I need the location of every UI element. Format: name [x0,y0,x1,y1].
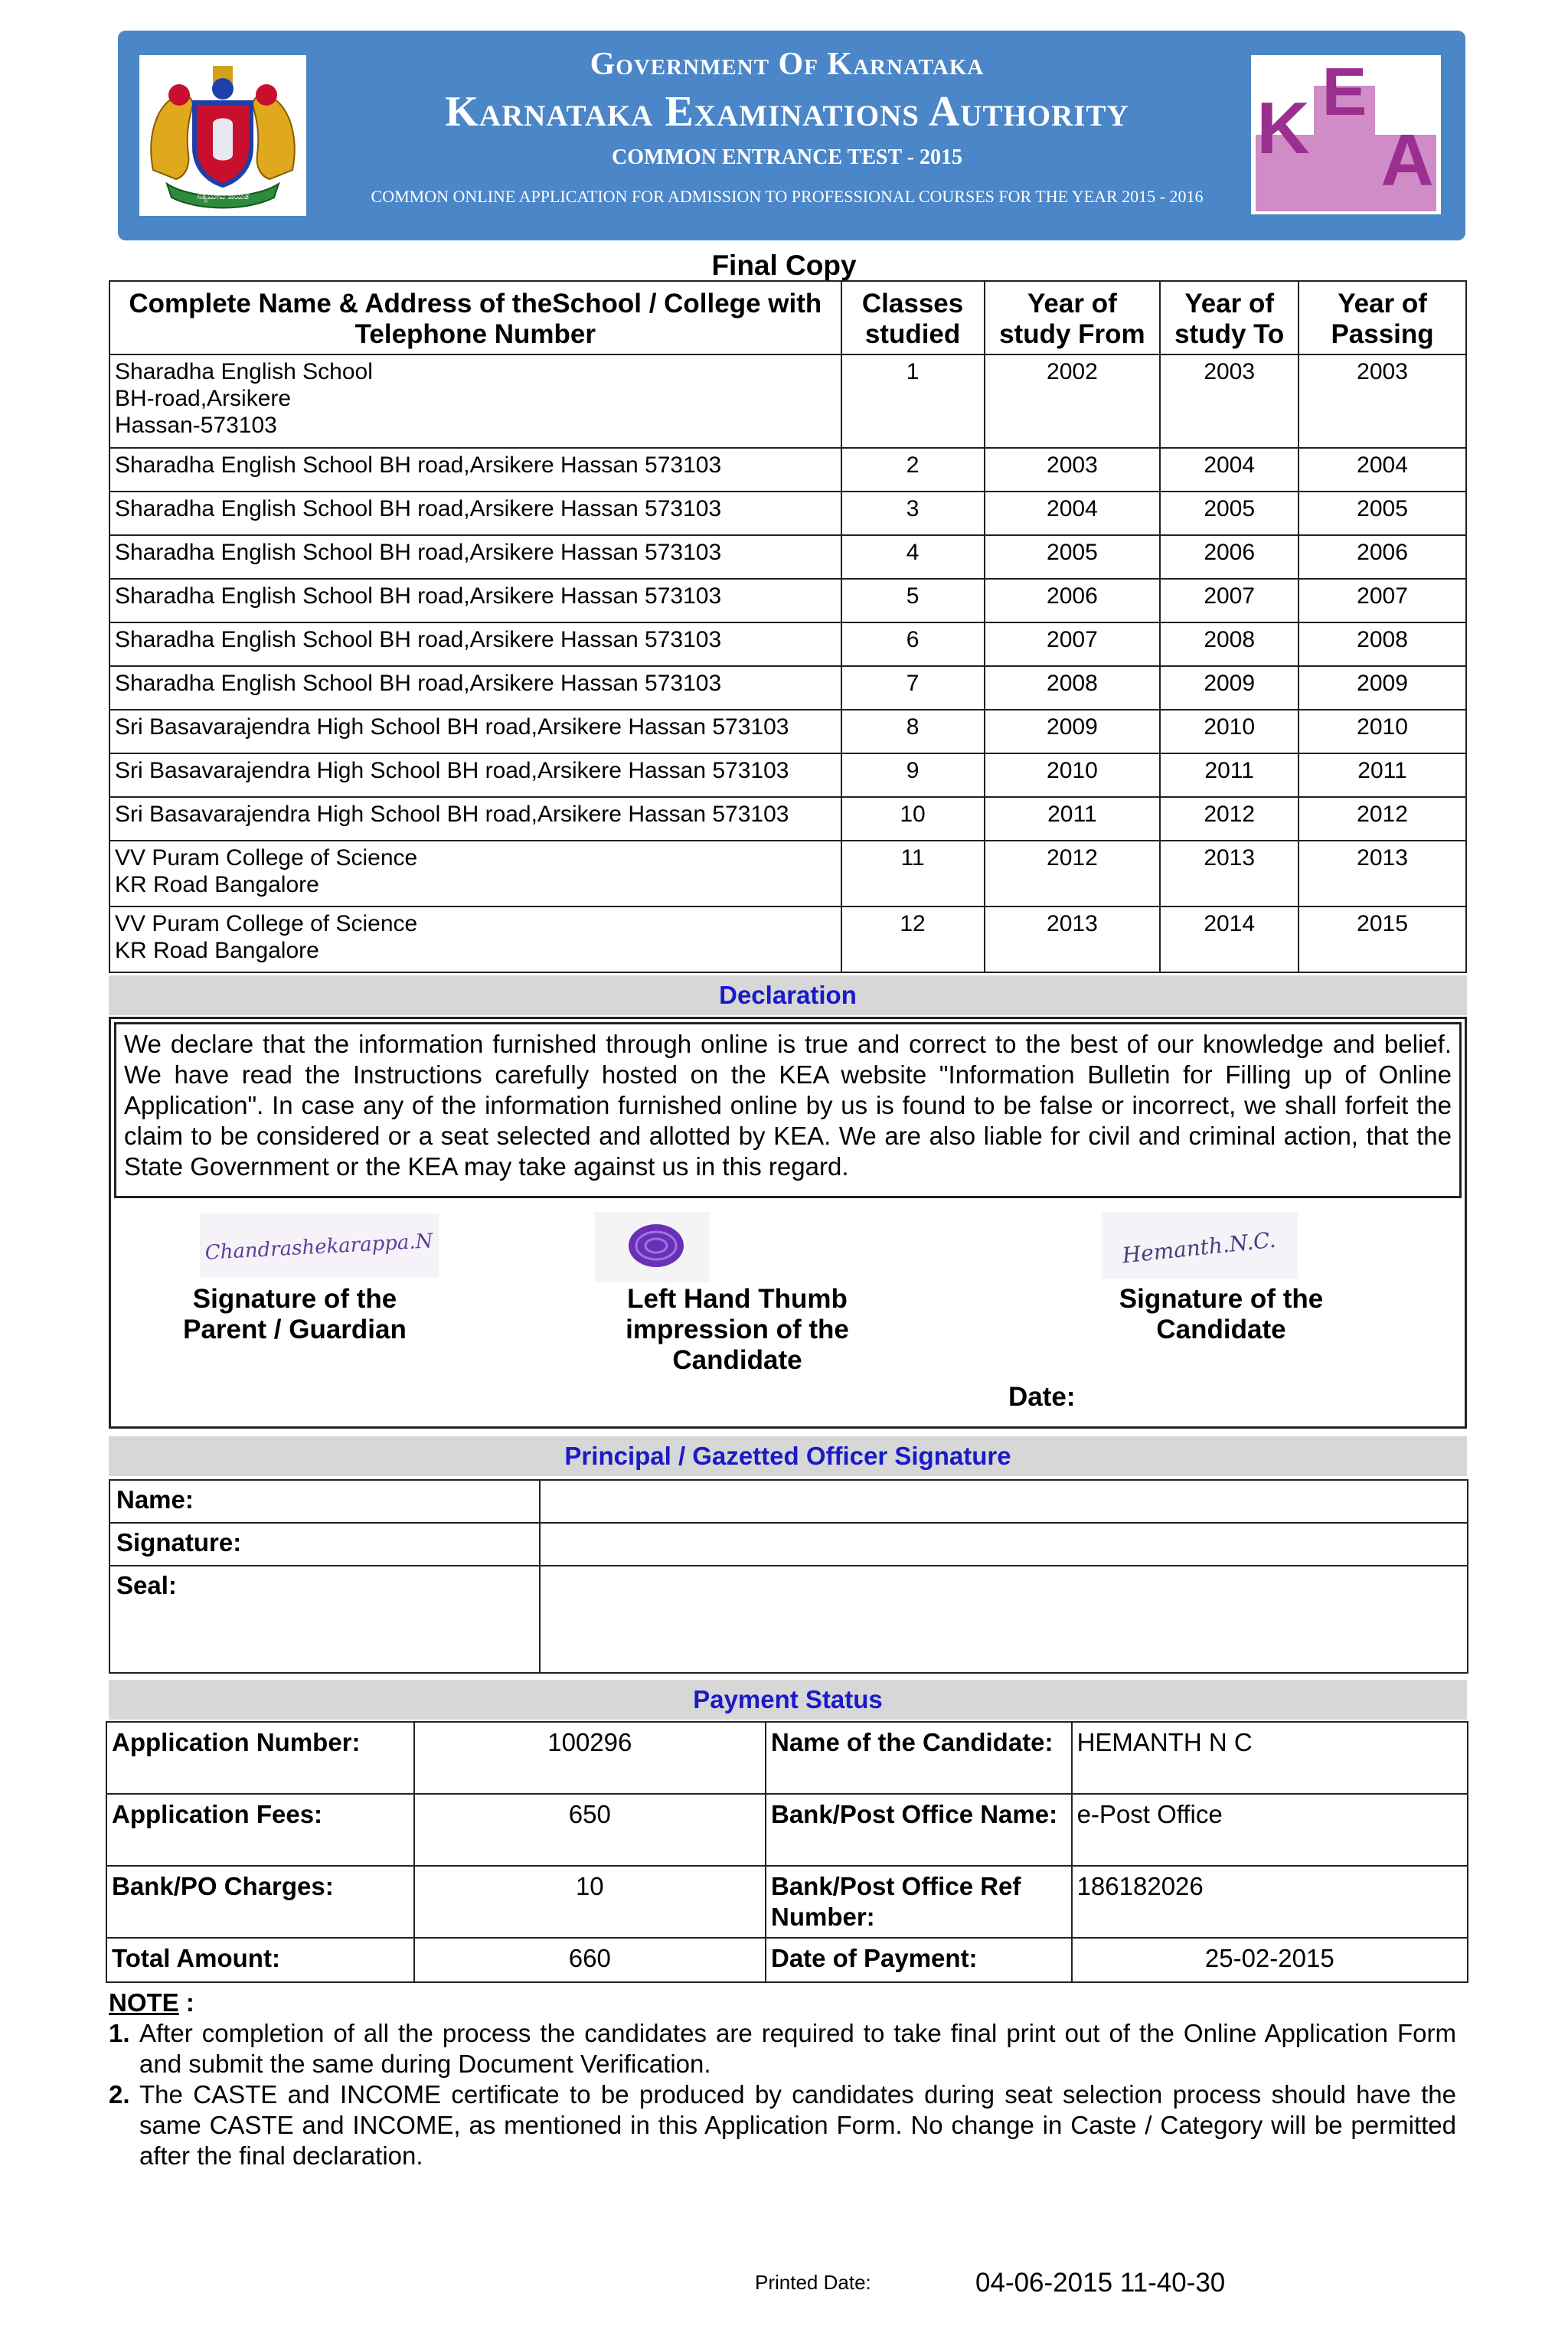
class-cell: 5 [841,579,985,622]
passing-cell: 2008 [1298,622,1466,666]
candidate-name-label: Name of the Candidate: [766,1722,1072,1794]
school-cell: Sharadha English School BH-road,Arsikere Hassan-573103 [109,354,841,448]
table-row [106,1938,1468,1982]
col-passing-header: Year of Passing [1298,281,1466,354]
passing-cell: 2015 [1298,906,1466,972]
table-row [109,579,1466,622]
class-cell: 4 [841,535,985,579]
table-row [109,1523,1468,1566]
to-cell: 2007 [1160,579,1298,622]
printed-date-value: 04-06-2015 11-40-30 [975,2268,1226,2298]
payment-table [106,1721,1468,1983]
thumb-impression-label: Left Hand Thumb impression of the Candidate [626,1284,849,1375]
to-cell: 2012 [1160,797,1298,841]
bank-name-value: e-Post Office [1072,1794,1468,1866]
passing-cell: 2012 [1298,797,1466,841]
passing-cell: 2011 [1298,753,1466,797]
table-header-row [109,281,1466,354]
svg-text:ಸತ್ಯಮೇವ ಜಯತೆ: ಸತ್ಯಮೇವ ಜಯತೆ [196,191,250,201]
note-section [109,1988,1456,2171]
total-amount-value: 660 [414,1938,766,1982]
application-fees-label: Application Fees: [106,1794,414,1866]
government-title: Government Of Karnataka [590,47,985,82]
school-cell: Sharadha English School BH road,Arsikere Hassan 573103 [109,535,841,579]
passing-cell: 2003 [1298,354,1466,448]
total-amount-label: Total Amount: [106,1938,414,1982]
passing-cell: 2005 [1298,492,1466,535]
col-to-header: Year of study To [1160,281,1298,354]
to-cell: 2011 [1160,753,1298,797]
school-cell: Sri Basavarajendra High School BH road,Arsikere Hassan 573103 [109,753,841,797]
header-banner [118,31,1465,240]
school-cell: Sharadha English School BH road,Arsikere Hassan 573103 [109,579,841,622]
table-row [106,1794,1468,1866]
bank-name-label: Bank/Post Office Name: [766,1794,1072,1866]
col-from-header: Year of study From [985,281,1161,354]
to-cell: 2003 [1160,354,1298,448]
bank-ref-value: 186182026 [1072,1866,1468,1938]
principal-name-value [540,1480,1468,1523]
passing-cell: 2004 [1298,448,1466,492]
school-cell: Sharadha English School BH road,Arsikere Hassan 573103 [109,448,841,492]
table-row [109,1480,1468,1523]
exam-title: COMMON ENTRANCE TEST - 2015 [612,145,962,169]
class-cell: 12 [841,906,985,972]
principal-signature-label: Signature: [109,1523,540,1566]
candidate-signature-image [1102,1212,1298,1279]
from-cell: 2002 [985,354,1161,448]
page-title: Final Copy [711,250,857,281]
svg-text:Chandrashekarappa.N: Chandrashekarappa.N [204,1230,434,1265]
table-row [109,666,1466,710]
school-cell: VV Puram College of Science KR Road Bangalore [109,906,841,972]
to-cell: 2009 [1160,666,1298,710]
to-cell: 2013 [1160,841,1298,906]
to-cell: 2010 [1160,710,1298,753]
table-row [109,1566,1468,1673]
class-cell: 3 [841,492,985,535]
principal-heading: Principal / Gazetted Officer Signature [109,1436,1467,1476]
passing-cell: 2013 [1298,841,1466,906]
class-cell: 11 [841,841,985,906]
karnataka-emblem [139,55,306,216]
kea-logo [1251,55,1441,214]
class-cell: 8 [841,710,985,753]
application-number-value: 100296 [414,1722,766,1794]
principal-seal-label: Seal: [109,1566,540,1673]
education-table [109,280,1467,973]
kea-letter-k: K [1256,87,1310,169]
from-cell: 2009 [985,710,1161,753]
table-row [109,448,1466,492]
class-cell: 6 [841,622,985,666]
table-row [109,622,1466,666]
svg-text:Hemanth.N.C.: Hemanth.N.C. [1121,1227,1277,1269]
passing-cell: 2009 [1298,666,1466,710]
bank-charges-value: 10 [414,1866,766,1938]
candidate-signature-label: Signature of the Candidate [1119,1284,1324,1344]
school-cell: Sharadha English School BH road,Arsikere Hassan 573103 [109,666,841,710]
printed-date-label: Printed Date: [755,2271,871,2294]
table-row [109,906,1466,972]
class-cell: 9 [841,753,985,797]
to-cell: 2014 [1160,906,1298,972]
from-cell: 2012 [985,841,1161,906]
class-cell: 10 [841,797,985,841]
table-row [109,535,1466,579]
parent-signature-label: Signature of the Parent / Guardian [183,1284,407,1344]
table-row [106,1722,1468,1794]
authority-title: Karnataka Examinations Authority [445,88,1129,136]
principal-table [109,1479,1468,1674]
col-classes-header: Classes studied [841,281,985,354]
col-school-header: Complete Name & Address of theSchool / College with Telephone Number [109,281,841,354]
application-number-label: Application Number: [106,1722,414,1794]
table-row [109,797,1466,841]
to-cell: 2004 [1160,448,1298,492]
table-row [106,1866,1468,1938]
school-cell: VV Puram College of Science KR Road Bangalore [109,841,841,906]
from-cell: 2008 [985,666,1161,710]
class-cell: 1 [841,354,985,448]
school-cell: Sri Basavarajendra High School BH road,Arsikere Hassan 573103 [109,797,841,841]
declaration-text: We declare that the information furnished through online is true and correct to the best of our knowledge and belief. We have read the Instructions carefully hosted on the KEA website "Information Bulletin for Filling up of Online Application". In case any of the information furnished online by us is found to be false or incorrect, we shall forfeit the claim to be considered or a seat selected and allotted by KEA. We are also liable for civil and criminal action, that the State Government or the KEA may take against us in this regard. [114,1022,1462,1198]
table-row [109,710,1466,753]
kea-letter-a: A [1380,119,1434,201]
table-row [109,354,1466,448]
note-heading: NOTE : [109,1988,194,2017]
note-item: 2. The CASTE and INCOME certificate to be produced by candidates during seat selection process should have the same CASTE and INCOME, as mentioned in this Application Form. No change in Caste / Category will be permitted after the final declaration. [109,2080,1456,2170]
to-cell: 2006 [1160,535,1298,579]
from-cell: 2013 [985,906,1161,972]
passing-cell: 2006 [1298,535,1466,579]
candidate-name-value: HEMANTH N C [1072,1722,1468,1794]
payment-heading: Payment Status [109,1680,1467,1720]
passing-cell: 2007 [1298,579,1466,622]
from-cell: 2003 [985,448,1161,492]
table-row [109,753,1466,797]
date-label: Date: [1008,1382,1076,1412]
table-row [109,841,1466,906]
to-cell: 2008 [1160,622,1298,666]
payment-date-label: Date of Payment: [766,1938,1072,1982]
application-fees-value: 650 [414,1794,766,1866]
from-cell: 2004 [985,492,1161,535]
kea-letter-e: E [1321,55,1367,129]
bank-charges-label: Bank/PO Charges: [106,1866,414,1938]
school-cell: Sharadha English School BH road,Arsikere Hassan 573103 [109,492,841,535]
school-cell: Sri Basavarajendra High School BH road,Arsikere Hassan 573103 [109,710,841,753]
passing-cell: 2010 [1298,710,1466,753]
parent-signature-image [200,1214,439,1278]
table-row [109,492,1466,535]
thumb-impression-image [595,1212,710,1282]
declaration-section [109,1017,1467,1429]
principal-signature-value [540,1523,1468,1566]
declaration-heading: Declaration [109,975,1467,1015]
course-title: COMMON ONLINE APPLICATION FOR ADMISSION TO PROFESSIONAL COURSES FOR THE YEAR 2015 - 2016 [371,187,1204,206]
to-cell: 2005 [1160,492,1298,535]
principal-seal-value [540,1566,1468,1673]
note-item: 1. After completion of all the process the candidates are required to take final print out of the Online Application Form and submit the same during Document Verification. [109,2019,1456,2078]
from-cell: 2006 [985,579,1161,622]
payment-date-value: 25-02-2015 [1072,1938,1468,1982]
from-cell: 2010 [985,753,1161,797]
class-cell: 7 [841,666,985,710]
class-cell: 2 [841,448,985,492]
from-cell: 2011 [985,797,1161,841]
from-cell: 2005 [985,535,1161,579]
from-cell: 2007 [985,622,1161,666]
school-cell: Sharadha English School BH road,Arsikere Hassan 573103 [109,622,841,666]
principal-name-label: Name: [109,1480,540,1523]
bank-ref-label: Bank/Post Office Ref Number: [766,1866,1072,1938]
